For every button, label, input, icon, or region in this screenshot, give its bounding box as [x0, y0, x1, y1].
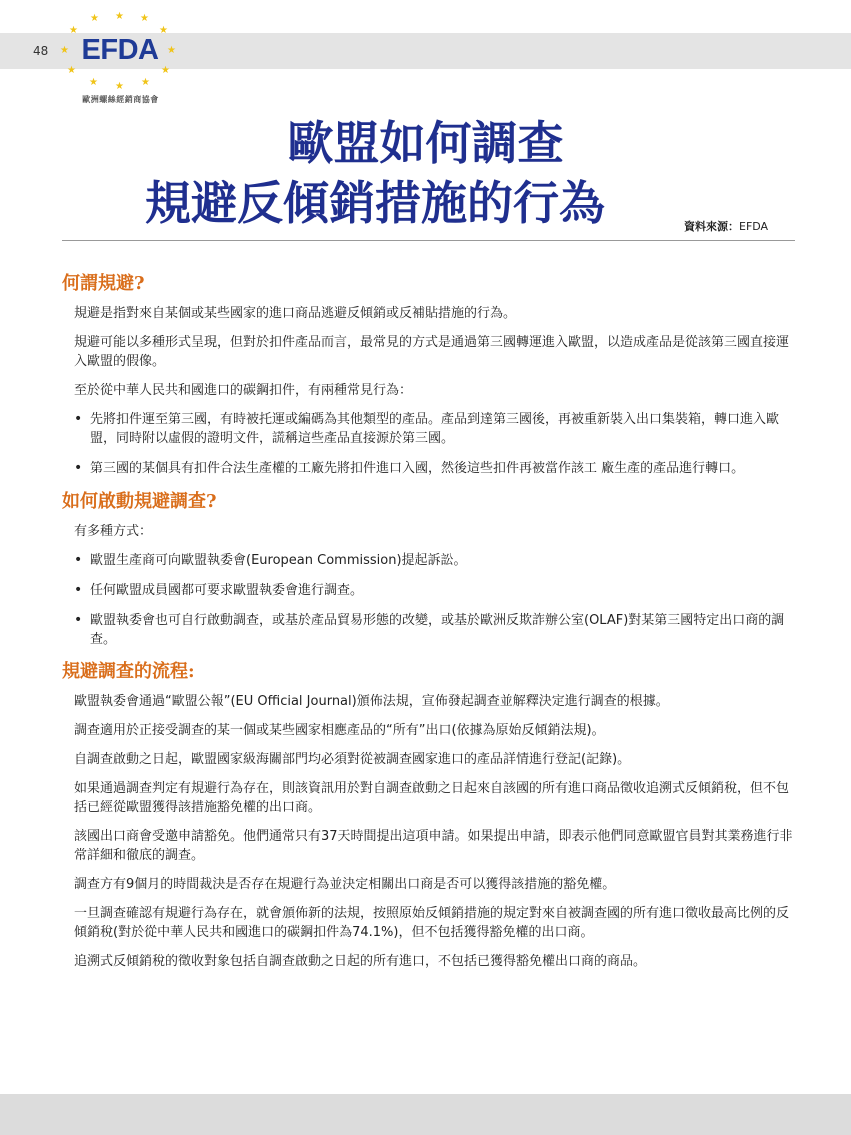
paragraph: 一旦調查確認有規避行為存在，就會頒佈新的法規，按照原始反傾銷措施的規定對來自被調查國的所有進口徵收最高比例的反傾銷稅(對於從中華人民共和國進口的碳鋼扣件為74.1%)，但不包括獲得豁免權的出口商。: [74, 906, 790, 940]
section-how-to-start: [62, 490, 797, 649]
paragraph: 歐盟執委會通過“歐盟公報”(EU Official Journal)頒佈法規，宣佈發起調查並解釋決定進行調查的根據。: [74, 694, 669, 709]
section-heading: 何謂規避?: [62, 273, 145, 294]
list-item: • 任何歐盟成員國都可要求歐盟執委會進行調查。: [74, 581, 797, 600]
section-what-is-circumvention: [62, 272, 797, 478]
paragraph: 調查方有9個月的時間裁決是否存在規避行為並決定相關出口商是否可以獲得該措施的豁免權。: [74, 877, 616, 892]
paragraph: 該國出口商會受邀申請豁免。他們通常只有37天時間提出這項申請。如果提出申請，即表示他們同意歐盟官員對其業務進行非常詳細和徹底的調查。: [74, 829, 793, 863]
paragraph: 規避可能以多種形式呈現，但對於扣件產品而言，最常見的方式是通過第三國轉運進入歐盟，以造成產品是從該第三國直接運入歐盟的假像。: [74, 335, 790, 369]
section-heading: 如何啟動規避調查?: [62, 491, 217, 512]
list-item: • 先將扣件運至第三國，有時被托運或編碼為其他類型的產品。產品到達第三國後，再被重新裝入出口集裝箱，轉口進入歐盟，同時附以虛假的證明文件，謊稱這些產品直接源於第三國。: [74, 410, 797, 448]
source-value: EFDA: [739, 220, 769, 233]
footer-band: [0, 1094, 851, 1135]
efda-logo: ★ ★ ★ ★ ★ ★ ★ ★ ★ ★ ★ ★ EFDA 歐洲螺絲經銷商協會: [55, 12, 185, 112]
source-label: 資料來源：: [684, 220, 739, 233]
bullet-list: [74, 551, 797, 649]
page-title-line1: 歐盟如何調查: [287, 116, 564, 170]
paragraph: 如果通過調查判定有規避行為存在，則該資訊用於對自調查啟動之日起來自該國的所有進口商品徵收追溯式反傾銷稅，但不包括已經從歐盟獲得該措施豁免權的出口商。: [74, 781, 790, 815]
list-item: • 歐盟生產商可向歐盟執委會(European Commission)提起訴訟。: [74, 551, 797, 570]
source-credit: [684, 218, 768, 234]
paragraph: 追溯式反傾銷稅的徵收對象包括自調查啟動之日起的所有進口，不包括已獲得豁免權出口商的商品。: [74, 954, 647, 969]
page-title-line2: 規避反傾銷措施的行為: [145, 176, 605, 230]
section-heading: 規避調查的流程:: [62, 661, 195, 682]
logo-subtitle: 歐洲螺絲經銷商協會: [82, 95, 159, 104]
paragraph: 規避是指對來自某個或某些國家的進口商品逃避反傾銷或反補貼措施的行為。: [74, 306, 517, 321]
paragraph: 調查適用於正接受調查的某一個或某些國家相應產品的“所有”出口(依據為原始反傾銷法規)。: [74, 723, 605, 738]
paragraph: 有多種方式：: [74, 524, 153, 539]
paragraph: 至於從中華人民共和國進口的碳鋼扣件，有兩種常見行為：: [74, 383, 413, 398]
article-body: [62, 262, 797, 981]
list-item: • 第三國的某個具有扣件合法生產權的工廠先將扣件進口入國，然後這些扣件再被當作該工 廠生產的產品進行轉口。: [74, 459, 797, 478]
paragraph: 自調查啟動之日起，歐盟國家級海關部門均必須對從被調查國家進口的產品詳情進行登記(記錄)。: [74, 752, 631, 767]
bullet-list: [74, 410, 797, 478]
section-investigation-process: [62, 660, 797, 971]
page-number: 48: [33, 44, 49, 58]
title-divider: [62, 240, 795, 241]
list-item: • 歐盟執委會也可自行啟動調查，或基於產品貿易形態的改變，或基於歐洲反欺詐辦公室(OLAF)對某第三國特定出口商的調查。: [74, 611, 797, 649]
logo-text: EFDA: [81, 34, 159, 66]
